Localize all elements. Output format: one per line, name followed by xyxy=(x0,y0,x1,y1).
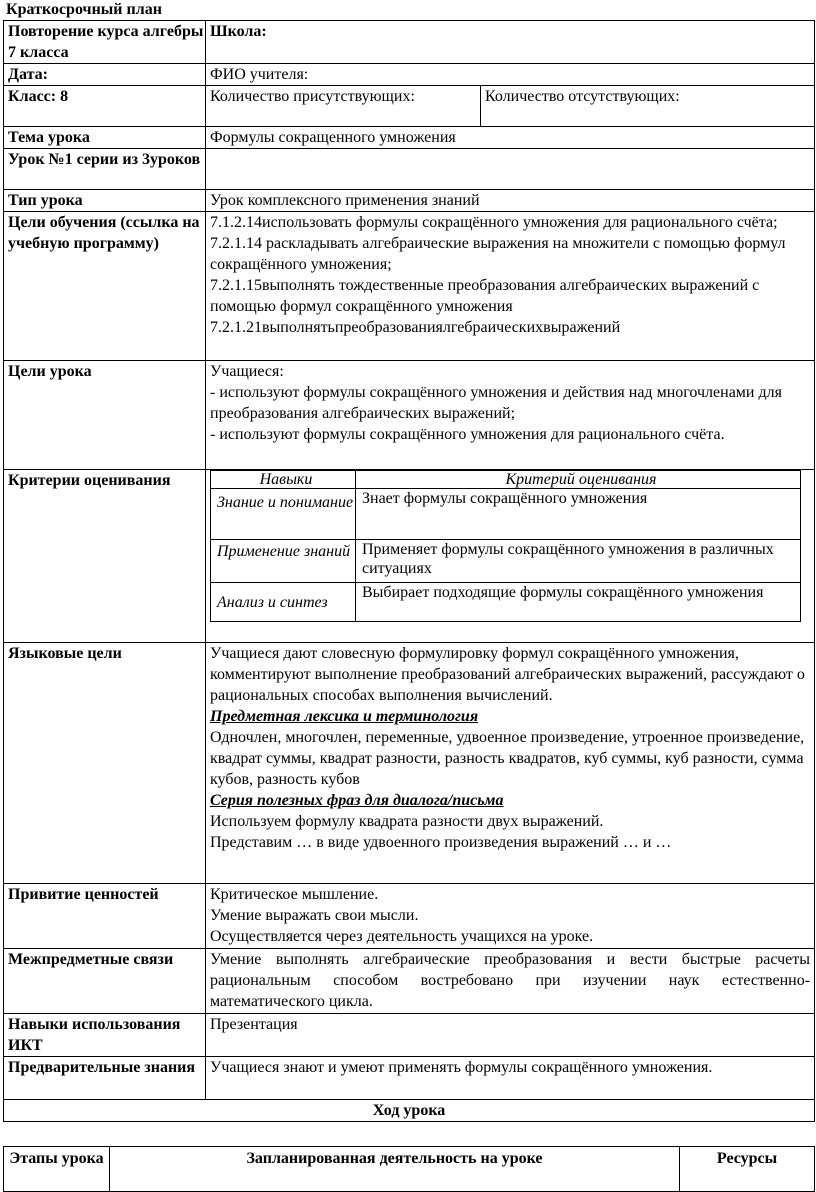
date-label: Дата: xyxy=(4,64,206,86)
topic-label: Тема урока xyxy=(4,127,206,149)
language-goals-label: Языковые цели xyxy=(4,643,206,884)
page-title: Краткосрочный план xyxy=(6,1,162,18)
row-class xyxy=(4,86,815,127)
criterion-cell: Применяет формулы сокращённого умножения в различных ситуациях xyxy=(356,540,801,583)
class-label: Класс: 8 xyxy=(4,86,206,127)
learning-goal: 7.2.1.15выполнять тождественные преобразования алгебраических выражений с помощью формул сокращённого умножения xyxy=(210,277,760,315)
stages-header: Этапы урока xyxy=(4,1147,110,1192)
lesson-type-value: Урок комплексного применения знаний xyxy=(206,190,815,212)
skill-cell: Применение знаний xyxy=(211,540,356,583)
row-values xyxy=(4,884,815,949)
topic-value: Формулы сокращенного умножения xyxy=(206,127,815,149)
lesson-goals-label: Цели урока xyxy=(4,361,206,470)
value-item: Критическое мышление. xyxy=(210,886,379,903)
language-intro: Учащиеся дают словесную формулировку формул сокращённого умножения, комментируют выполнение преобразований алгебраических выражений, рассуждают о рациональных способах выполнения вычислений. xyxy=(210,645,805,704)
progress-heading: Ход урока xyxy=(4,1100,815,1122)
activity-header: Запланированная деятельность на уроке xyxy=(110,1147,680,1192)
absent-field: Количество отсутствующих: xyxy=(481,86,815,127)
criteria-row xyxy=(211,583,801,622)
resources-header: Ресурсы xyxy=(680,1147,815,1192)
lesson-goal: - используют формулы сокращённого умножения для рационального счёта. xyxy=(210,426,725,443)
criteria-value xyxy=(206,470,815,643)
skill-cell: Анализ и синтез xyxy=(211,583,356,622)
lesson-goal: - используют формулы сокращённого умножения и действия над многочленами для преобразования алгебраических выражений; xyxy=(210,384,782,422)
row-date xyxy=(4,64,815,86)
row-cross xyxy=(4,949,815,1014)
row-language-goals xyxy=(4,643,815,884)
criteria-row xyxy=(211,540,801,583)
teacher-field: ФИО учителя: xyxy=(206,64,815,86)
row-topic xyxy=(4,127,815,149)
values-value xyxy=(206,884,815,949)
progress-header-row xyxy=(4,1147,815,1192)
learning-goals-label: Цели обучения (ссылка на учебную программу) xyxy=(4,212,206,361)
row-learning-goals xyxy=(4,212,815,361)
criteria-row xyxy=(211,489,801,540)
criterion-header: Критерий оценивания xyxy=(356,471,801,489)
cross-label: Межпредметные связи xyxy=(4,949,206,1014)
skills-header: Навыки xyxy=(211,471,356,489)
skill-cell: Знание и понимание xyxy=(211,489,356,540)
lesson-goals-value xyxy=(206,361,815,470)
row-criteria xyxy=(4,470,815,643)
criteria-header xyxy=(211,471,801,489)
ict-label: Навыки использования ИКТ xyxy=(4,1014,206,1057)
learning-goal: 7.1.2.14использовать формулы сокращённого умножения для рационального счёта; xyxy=(210,214,778,231)
phrase: Используем формулу квадрата разности двух выражений. xyxy=(210,813,604,830)
learning-goals-value xyxy=(206,212,815,361)
cross-value: Умение выполнять алгебраические преобразования и вести быстрые расчеты рациональным способом востребовано при изучении наук естественно-математического цикла. xyxy=(206,949,815,1014)
plan-table xyxy=(3,20,815,1122)
row-prior xyxy=(4,1057,815,1100)
row-course xyxy=(4,21,815,64)
criterion-cell: Знает формулы сокращённого умножения xyxy=(356,489,801,540)
lesson-type-label: Тип урока xyxy=(4,190,206,212)
learning-goal: 7.2.1.14 раскладывать алгебраические выражения на множители с помощью формул сокращённого умножения; xyxy=(210,235,786,273)
criterion-cell: Выбирает подходящие формулы сокращённого умножения xyxy=(356,583,801,622)
row-lesson-type xyxy=(4,190,815,212)
values-label: Привитие ценностей xyxy=(4,884,206,949)
learning-goal: 7.2.1.21выполнятьпреобразованиялгебраическихвыражений xyxy=(210,319,621,336)
progress-table xyxy=(3,1146,815,1192)
vocab-heading: Предметная лексика и терминология xyxy=(210,708,479,725)
row-lesson-goals xyxy=(4,361,815,470)
vocab-text: Одночлен, многочлен, переменные, удвоенное произведение, утроенное произведение, квадрат суммы, квадрат разности, разность квадратов, куб суммы, куб разности, сумма кубов, разность кубов xyxy=(210,729,805,788)
criteria-table xyxy=(210,470,801,622)
lesson-goal: Учащиеся: xyxy=(210,363,284,380)
prior-value: Учащиеся знают и умеют применять формулы сокращённого умножения. xyxy=(206,1057,815,1100)
language-goals-value xyxy=(206,643,815,884)
value-item: Умение выражать свои мысли. xyxy=(210,907,419,924)
prior-label: Предварительные знания xyxy=(4,1057,206,1100)
school-field: Школа: xyxy=(206,21,815,64)
ict-value: Презентация xyxy=(206,1014,815,1057)
phrases-heading: Серия полезных фраз для диалога/письма xyxy=(210,792,504,809)
lesson-no-label: Урок №1 серии из 3уроков xyxy=(4,149,206,190)
row-ict xyxy=(4,1014,815,1057)
phrase: Представим … в виде удвоенного произведения выражений … и … xyxy=(210,834,672,851)
row-lesson-no xyxy=(4,149,815,190)
present-field: Количество присутствующих: xyxy=(206,86,481,127)
row-progress-heading xyxy=(4,1100,815,1122)
value-item: Осуществляется через деятельность учащихся на уроке. xyxy=(210,928,594,945)
criteria-label: Критерии оценивания xyxy=(4,470,206,643)
lesson-no-value xyxy=(206,149,815,190)
course-label: Повторение курса алгебры 7 класса xyxy=(4,21,206,64)
